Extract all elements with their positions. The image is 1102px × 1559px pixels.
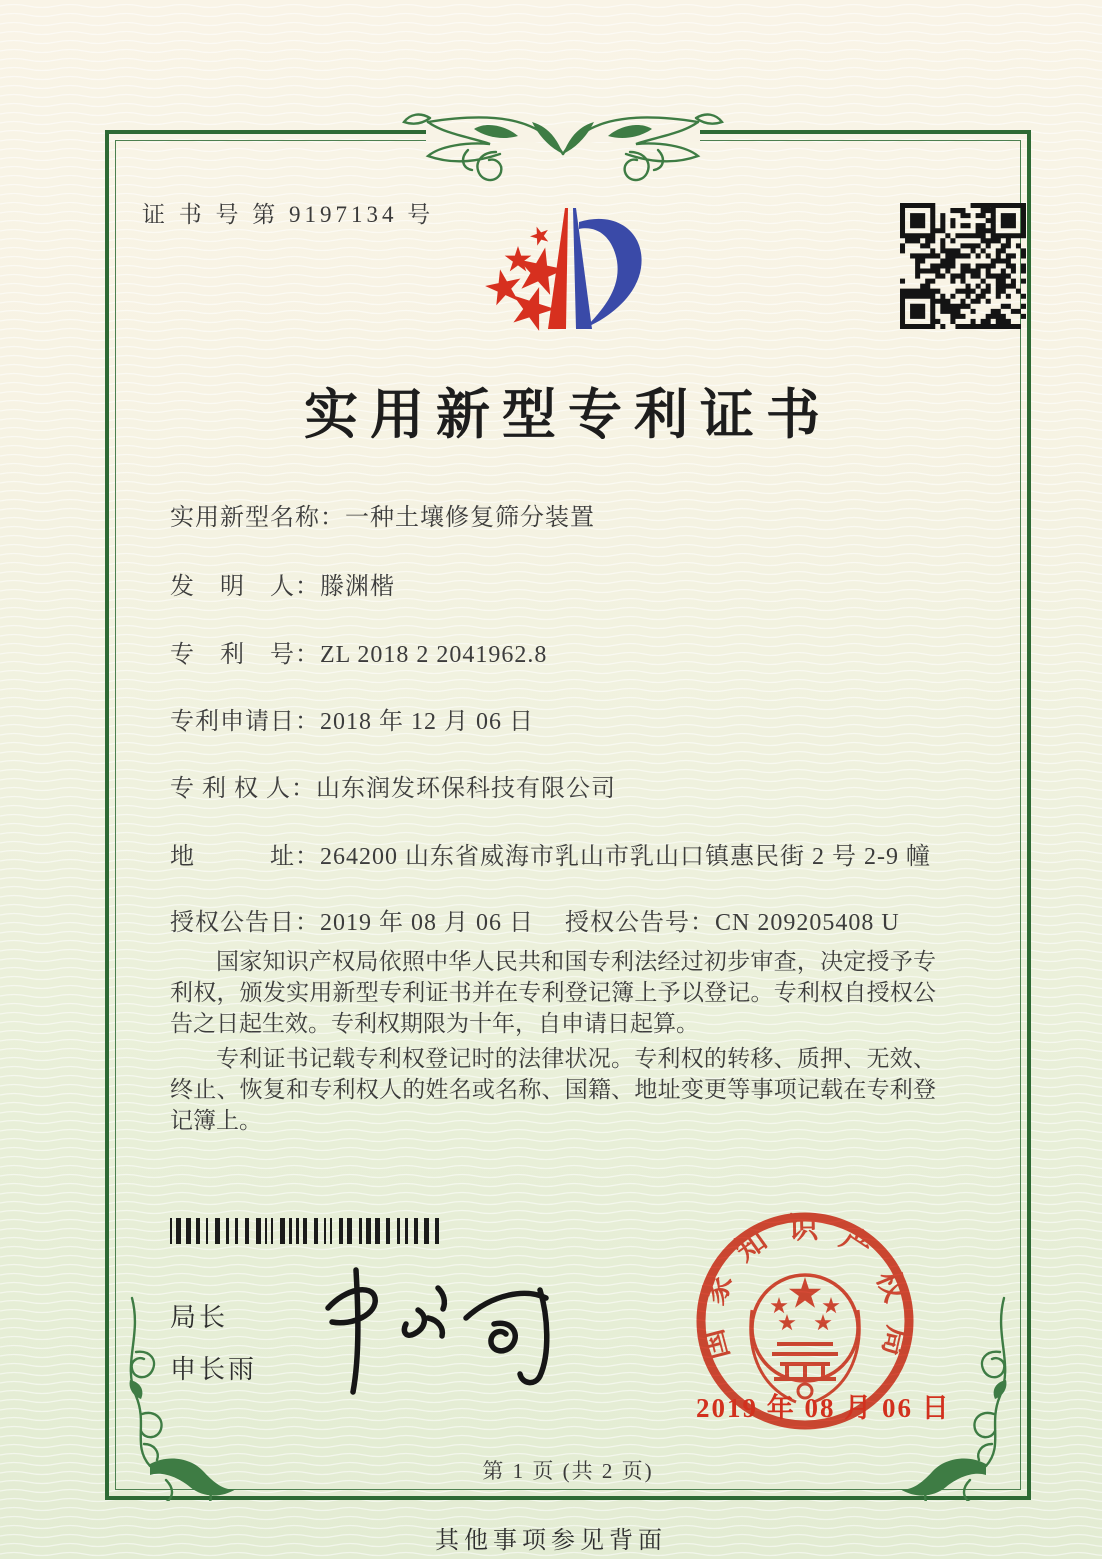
field-label: 地 址： [170,844,320,870]
back-note: 其他事项参见背面 [435,1528,667,1554]
certificate-number: 证 书 号 第 9197134 号 [142,202,435,227]
field-value: 山东润发环保科技有限公司 [316,776,616,802]
field-label: 实用新型名称： [170,505,345,531]
field-row-inventor [170,566,950,601]
grant-number-label: 授权公告号： [565,910,715,936]
grant-date-label: 授权公告日： [170,910,320,936]
grant-number-value: CN 209205408 U [715,910,900,936]
field-value: 一种土壤修复筛分装置 [345,505,595,531]
seal-agency-text: 国家知识产权局 [695,1211,915,1364]
field-value: 滕渊楷 [320,574,395,600]
page-number: 第 1 页 (共 2 页) [482,1459,654,1483]
barcode-icon [170,1218,442,1244]
field-value: ZL 2018 2 2041962.8 [320,642,548,668]
field-label: 专 利 号： [170,642,320,668]
top-flourish-ornament [398,92,728,192]
certificate-body [170,946,936,1140]
body-paragraph-1: 国家知识产权局依照中华人民共和国专利法经过初步审查，决定授予专利权，颁发实用新型专利证书并在专利登记簿上予以登记。专利权自授权公告之日起生效。专利权期限为十年，自申请日起算。 [170,949,936,1036]
field-value: 2018 年 12 月 06 日 [320,709,534,735]
field-row-patentee [170,768,950,803]
director-title-label: 局长 [170,1303,229,1332]
field-label: 专 利 权 人： [170,776,316,802]
qr-code-icon [900,203,1026,329]
field-row-address [170,836,950,871]
signature-handwriting-icon [270,1262,590,1402]
field-row-grant [170,902,950,937]
field-row-filing-date [170,701,950,736]
certificate-title: 实用新型专利证书 [304,385,832,445]
field-row-patent-number [170,634,950,669]
body-paragraph-2: 专利证书记载专利权登记时的法律状况。专利权的转移、质押、无效、终止、恢复和专利权人的姓名或名称、国籍、地址变更等事项记载在专利登记簿上。 [170,1046,936,1133]
field-value: 264200 山东省威海市乳山市乳山口镇惠民街 2 号 2-9 幢 [320,844,931,870]
cnipa-logo [478,196,658,341]
director-name-label: 申长雨 [170,1355,258,1384]
field-label: 专利申请日： [170,709,320,735]
field-row-name [170,497,950,532]
seal-date: 2019 年 08 月 06 日 [696,1393,951,1423]
field-label: 发 明 人： [170,574,320,600]
grant-number-pair [565,902,900,937]
grant-date-value: 2019 年 08 月 06 日 [320,910,534,936]
